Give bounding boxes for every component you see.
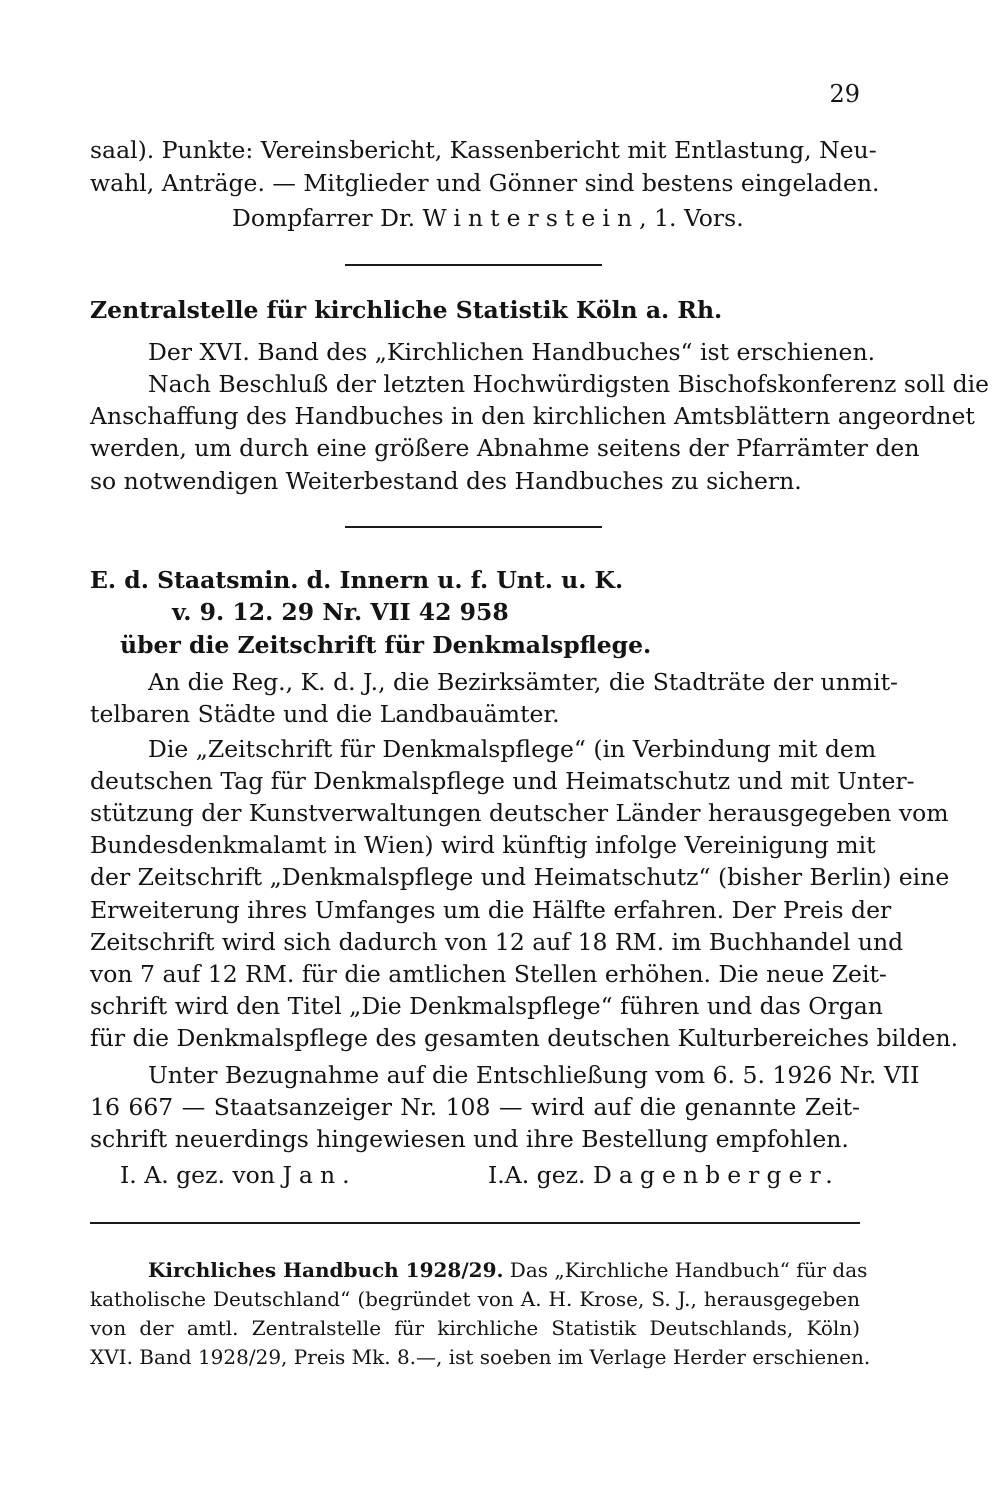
decree-line-2: telbaren Städte und die Landbauämter. xyxy=(90,700,560,728)
decree-line-10: von 7 auf 12 RM. für die amtlichen Stellen erhöhen. Die neue Zeit- xyxy=(90,960,887,988)
zentralstelle-line-4: werden, um durch eine größere Abnahme seitens der Pfarrämter den xyxy=(90,434,920,462)
footnote-rule xyxy=(90,1222,860,1224)
decree-line-7: der Zeitschrift „Denkmalspflege und Heimatschutz“ (bisher Berlin) eine xyxy=(90,863,950,891)
decree-line-1: An die Reg., K. d. J., die Bezirksämter, die Stadträte der unmit- xyxy=(148,668,898,696)
section-divider-2 xyxy=(345,526,602,528)
decree-line-6: Bundesdenkmalamt in Wien) wird künftig infolge Vereinigung mit xyxy=(90,831,876,859)
decree-sign-right xyxy=(488,1160,840,1190)
zentralstelle-line-3: Anschaffung des Handbuches in den kirchlichen Amtsblättern angeordnet xyxy=(90,402,975,430)
decree-heading-line-3: über die Zeitschrift für Denkmalspflege. xyxy=(120,631,652,659)
footnote-line-1 xyxy=(148,1255,868,1285)
meeting-line-1: saal). Punkte: Vereinsbericht, Kassenbericht mit Entlastung, Neu- xyxy=(90,136,877,164)
decree-sign-left xyxy=(120,1160,357,1190)
decree-heading-line-1: E. d. Staatsmin. d. Innern u. f. Unt. u. K. xyxy=(90,566,624,594)
sign-left-name: Jan. xyxy=(282,1161,357,1189)
decree-line-3: Die „Zeitschrift für Denkmalspflege“ (in Verbindung mit dem xyxy=(148,735,877,763)
section-divider-1 xyxy=(345,264,602,266)
signature-prefix: Dompfarrer Dr. xyxy=(232,204,423,232)
decree-line-5: stützung der Kunstverwaltungen deutscher Länder herausgegeben vom xyxy=(90,799,949,827)
footnote-line-1-rest: Das „Kirchliche Handbuch“ für das xyxy=(503,1258,868,1282)
decree-line-4: deutschen Tag für Denkmalspflege und Heimatschutz und mit Unter- xyxy=(90,767,915,795)
decree-line-11: schrift wird den Titel „Die Denkmalspflege“ führen und das Organ xyxy=(90,992,883,1020)
signature-name: Winterstein xyxy=(422,204,640,232)
footnote-line-4: XVI. Band 1928/29, Preis Mk. 8.—, ist soeben im Verlage Herder erschienen. xyxy=(90,1345,871,1369)
sign-right-prefix: I.A. gez. xyxy=(488,1161,593,1189)
meeting-signature xyxy=(232,203,744,233)
footnote-line-3: von der amtl. Zentralstelle für kirchliche Statistik Deutschlands, Köln) xyxy=(90,1316,860,1340)
meeting-line-2: wahl, Anträge. — Mitglieder und Gönner sind bestens eingeladen. xyxy=(90,169,880,197)
zentralstelle-heading: Zentralstelle für kirchliche Statistik Köln a. Rh. xyxy=(90,296,723,324)
footnote-line-2: katholische Deutschland“ (begründet von A. H. Krose, S. J., herausgegeben xyxy=(90,1287,860,1311)
decree-line-9: Zeitschrift wird sich dadurch von 12 auf 18 RM. im Buchhandel und xyxy=(90,928,904,956)
decree-line-13: Unter Bezugnahme auf die Entschließung vom 6. 5. 1926 Nr. VII xyxy=(148,1061,920,1089)
decree-line-12: für die Denkmalspflege des gesamten deutschen Kulturbereiches bilden. xyxy=(90,1024,959,1052)
signature-suffix: , 1. Vors. xyxy=(639,204,744,232)
sign-left-prefix: I. A. gez. von xyxy=(120,1161,283,1189)
footnote-bold: Kirchliches Handbuch 1928/29. xyxy=(148,1258,504,1282)
decree-line-8: Erweiterung ihres Umfanges um die Hälfte erfahren. Der Preis der xyxy=(90,896,892,924)
zentralstelle-line-2: Nach Beschluß der letzten Hochwürdigsten Bischofskonferenz soll die xyxy=(148,370,990,398)
decree-heading-line-2: v. 9. 12. 29 Nr. VII 42 958 xyxy=(172,598,509,626)
zentralstelle-line-1: Der XVI. Band des „Kirchlichen Handbuches“ ist erschienen. xyxy=(148,338,876,366)
decree-line-14: 16 667 — Staatsanzeiger Nr. 108 — wird auf die genannte Zeit- xyxy=(90,1093,860,1121)
decree-line-15: schrift neuerdings hingewiesen und ihre Bestellung empfohlen. xyxy=(90,1125,849,1153)
zentralstelle-line-5: so notwendigen Weiterbestand des Handbuches zu sichern. xyxy=(90,467,802,495)
page-number: 29 xyxy=(829,80,860,108)
sign-right-name: Dagenberger. xyxy=(592,1161,840,1189)
